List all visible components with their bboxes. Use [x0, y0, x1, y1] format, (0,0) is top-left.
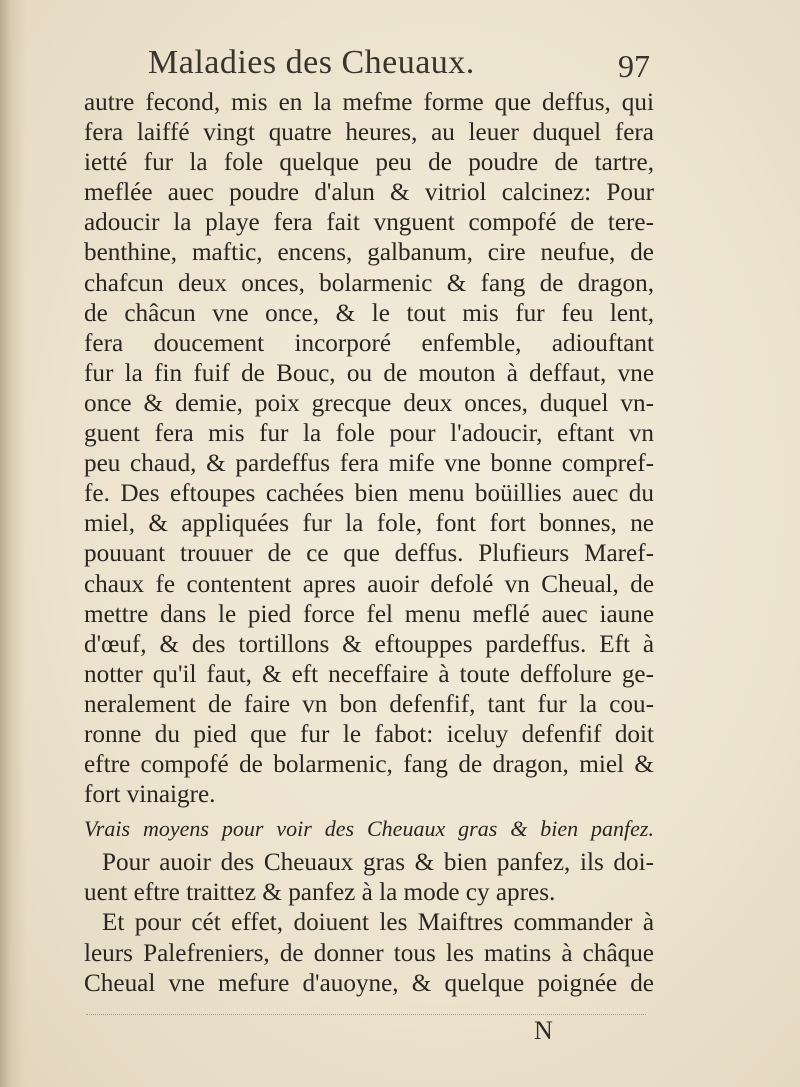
text-line: ronne du pied que fur le fabot: iceluy defenfif doit — [84, 720, 654, 748]
text-line: notter qu'il faut, & eft neceffaire à toute deffolure ge- — [84, 660, 654, 688]
running-title: Maladies des Cheuaux. — [148, 44, 475, 81]
text-line: guent fera mis fur la fole pour l'adoucir, eftant vn — [84, 420, 654, 448]
gutter-shadow — [0, 0, 26, 1087]
page-number: 97 — [618, 48, 650, 84]
text-line: benthine, maftic, encens, galbanum, cire neufue, de — [84, 239, 654, 267]
text-line: chaux fe contentent apres auoir defolé vn Cheual, de — [84, 570, 654, 598]
running-head — [140, 44, 660, 88]
text-line: Cheual vne mefure d'auoyne, & quelque poignée de — [84, 969, 654, 997]
text-line: chafcun deux onces, bolarmenic & fang de dragon, — [84, 269, 654, 297]
text-line: fort vinaigre. — [84, 781, 216, 809]
text-line: leurs Palefreniers, de donner tous les matins à châque — [84, 939, 654, 967]
text-line: autre fecond, mis en la mefme forme que deffus, qui — [84, 89, 654, 116]
text-line: ietté fur la fole quelque peu de poudre de tartre, — [84, 149, 654, 177]
text-line: fera laiffé vingt quatre heures, au leuer duquel fera — [84, 119, 654, 147]
text-line: once & demie, poix grecque deux onces, duquel vn- — [84, 389, 654, 417]
signature-mark: N — [534, 1016, 553, 1045]
text-line: meflée auec poudre d'alun & vitriol calcinez: Pour — [84, 179, 654, 207]
text-line: fera doucement incorporé enfemble, adiouftant — [84, 329, 654, 357]
text-line: peu chaud, & pardeffus fera mife vne bonne compref- — [84, 450, 654, 478]
text-line: d'œuf, & des tortillons & eftouppes pardeffus. Eft à — [84, 630, 654, 658]
text-line: neralement de faire vn bon defenfif, tant fur la cou- — [84, 690, 654, 718]
text-line: pouuant trouuer de ce que deffus. Plufieurs Maref- — [84, 540, 654, 568]
text-line: mettre dans le pied force fel menu meflé auec iaune — [84, 600, 654, 628]
text-line: fur la fin fuif de Bouc, ou de mouton à deffaut, vne — [84, 359, 654, 387]
text-block — [84, 88, 654, 999]
text-line: fe. Des eftoupes cachées bien menu boüillies auec du — [84, 480, 654, 508]
text-line: uent eftre traittez & panfez à la mode cy apres. — [84, 879, 556, 907]
text-line: de châcun vne once, & le tout mis fur feu lent, — [84, 299, 654, 327]
text-line: Et pour cét effet, doiuent les Maiftres commander à — [102, 909, 654, 937]
text-line: Pour auoir des Cheuaux gras & bien panfez, ils doi- — [102, 849, 654, 877]
bottom-rule — [86, 1014, 646, 1015]
text-line: miel, & appliquées fur la fole, font fort bonnes, ne — [84, 510, 654, 538]
text-line: adoucir la playe fera fait vnguent compofé de tere- — [84, 209, 654, 237]
text-line: eftre compofé de bolarmenic, fang de dragon, miel & — [84, 751, 654, 779]
section-heading: Vrais moyens pour voir des Cheuaux gras & bien panfez. — [84, 816, 654, 842]
